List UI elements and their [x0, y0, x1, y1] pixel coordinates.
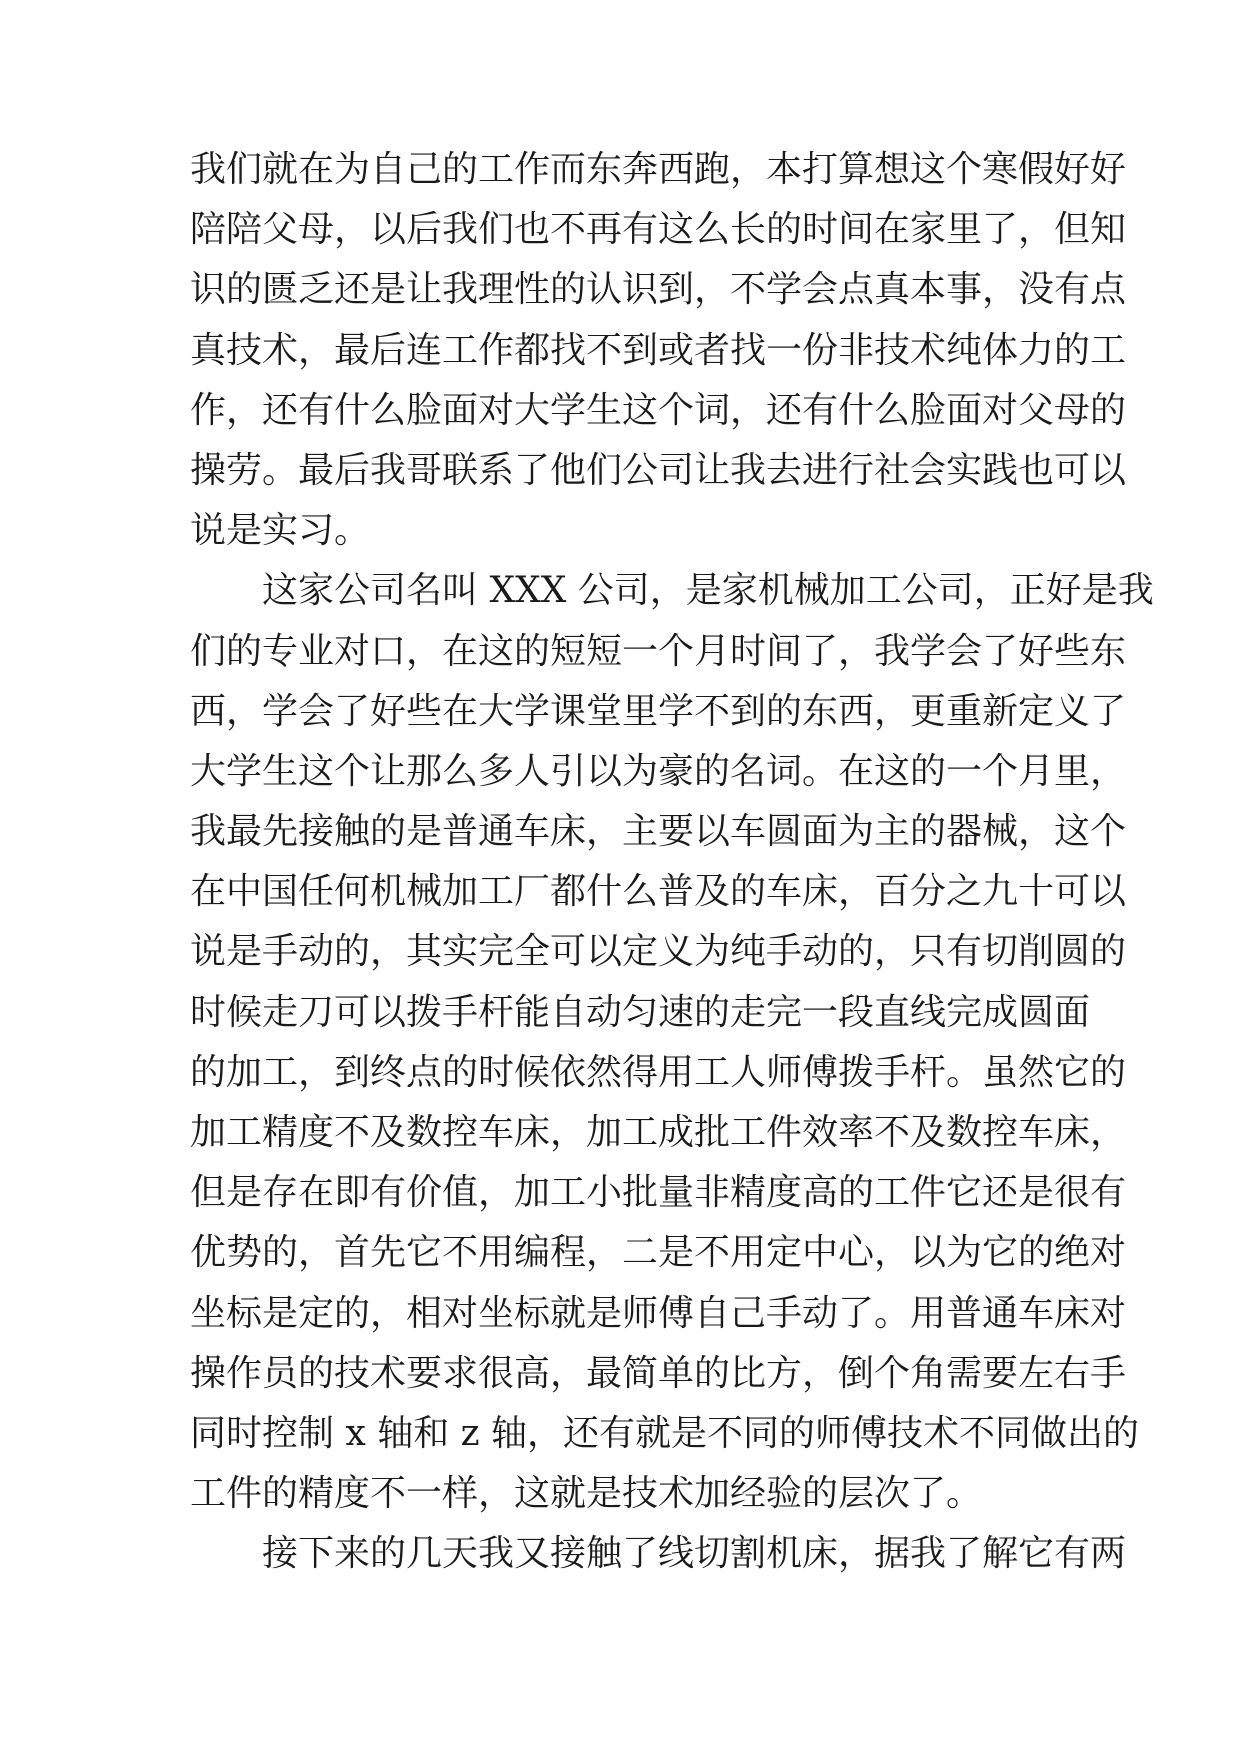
text-line: 识的匮乏还是让我理性的认识到，不学会点真本事，没有点 — [190, 269, 1127, 311]
text-line: 西，学会了好些在大学课堂里学不到的东西，更重新定义了 — [190, 690, 1127, 732]
body-text — [190, 140, 1154, 1585]
text-line: 陪陪父母，以后我们也不再有这么长的时间在家里了，但知 — [190, 209, 1127, 251]
text-line: 优势的，首先它不用编程，二是不用定中心，以为它的绝对 — [190, 1232, 1127, 1274]
text-line: 我们就在为自己的工作而东奔西跑，本打算想这个寒假好好 — [190, 149, 1127, 190]
text-line: 操作员的技术要求很高，最简单的比方，倒个角需要左右手 — [190, 1352, 1127, 1394]
text-line: 们的专业对口，在这的短短一个月时间了，我学会了好些东 — [190, 630, 1127, 672]
text-line: 说是实习。 — [190, 510, 371, 552]
text-line: 同时控制 x 轴和 z 轴，还有就是不同的师傅技术不同做出的 — [190, 1412, 1140, 1454]
text-line: 接下来的几天我又接触了线切割机床，据我了解它有两 — [262, 1533, 1127, 1575]
text-line: 工件的精度不一样，这就是技术加经验的层次了。 — [190, 1473, 983, 1515]
text-line: 加工精度不及数控车床，加工成批工件效率不及数控车床， — [190, 1112, 1127, 1153]
text-line: 我最先接触的是普通车床，主要以车圆面为主的器械，这个 — [190, 811, 1127, 853]
text-line: 真技术，最后连工作都找不到或者找一份非技术纯体力的工 — [190, 329, 1127, 371]
text-line: 说是手动的，其实完全可以定义为纯手动的，只有切削圆的 — [190, 931, 1127, 973]
text-line: 的加工，到终点的时候依然得用工人师傅拨手杆。虽然它的 — [190, 1051, 1127, 1093]
text-line: 坐标是定的，相对坐标就是师傅自己手动了。用普通车床对 — [190, 1292, 1127, 1334]
text-line: 操劳。最后我哥联系了他们公司让我去进行社会实践也可以 — [190, 449, 1127, 491]
text-line: 但是存在即有价值，加工小批量非精度高的工件它还是很有 — [190, 1172, 1127, 1214]
text-line: 这家公司名叫 XXX 公司，是家机械加工公司，正好是我 — [262, 570, 1154, 612]
text-line: 在中国任何机械加工厂都什么普及的车床，百分之九十可以 — [190, 871, 1127, 913]
text-line: 时候走刀可以拨手杆能自动匀速的走完一段直线完成圆面 — [190, 991, 1091, 1033]
text-line: 大学生这个让那么多人引以为豪的名词。在这的一个月里， — [190, 750, 1127, 792]
text-line: 作，还有什么脸面对大学生这个词，还有什么脸面对父母的 — [190, 389, 1127, 431]
